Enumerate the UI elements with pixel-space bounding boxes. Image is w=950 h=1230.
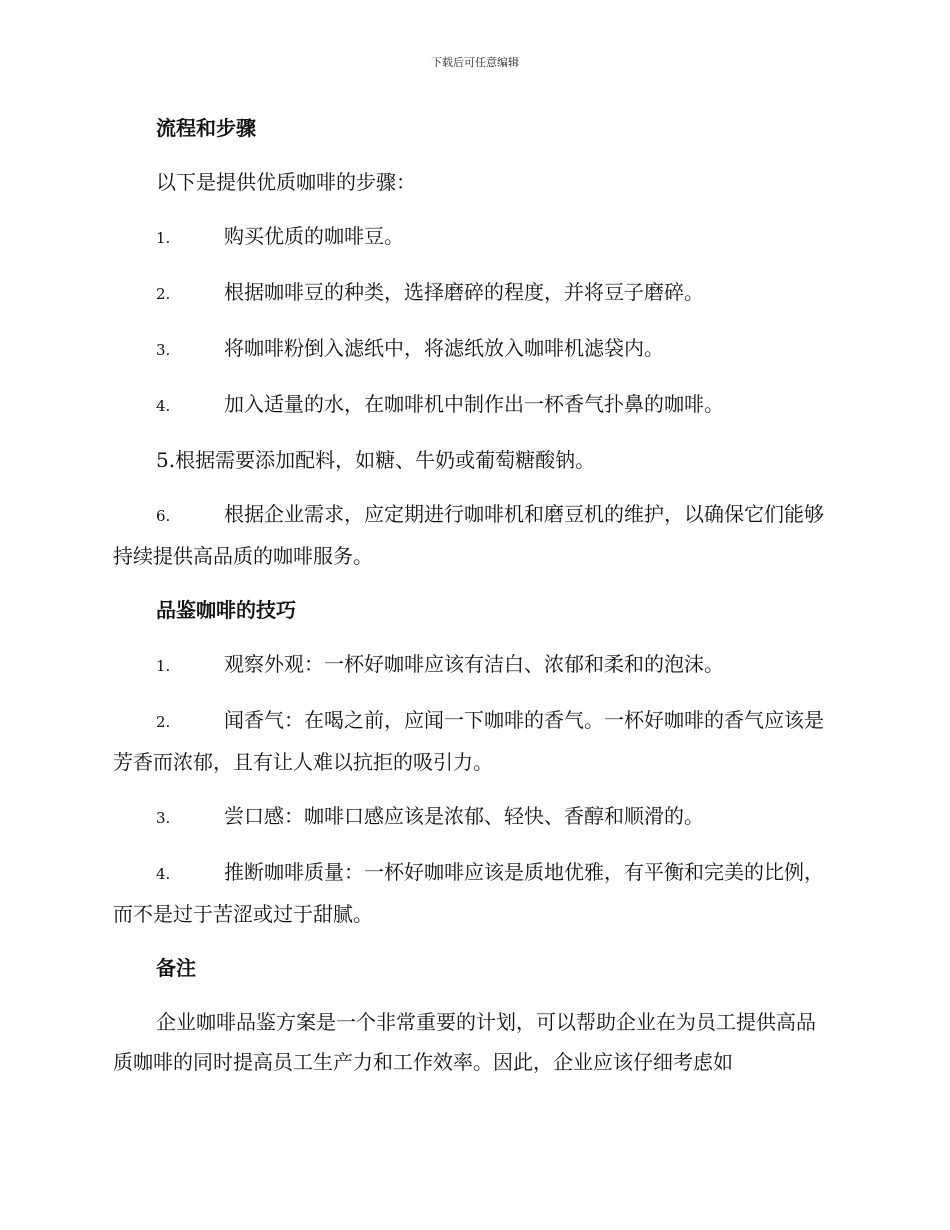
list-item [113, 328, 835, 370]
list-number: 4. [156, 865, 171, 883]
list-item-text: 加入适量的水，在咖啡机中制作出一杯香气扑鼻的咖啡。 [224, 392, 724, 416]
section-heading-tasting: 品鉴咖啡的技巧 [156, 598, 296, 622]
list-item [113, 700, 835, 782]
list-number: 1. [156, 657, 171, 675]
list-item: 5.根据需要添加配料，如糖、牛奶或葡萄糖酸钠。 [156, 448, 596, 472]
list-number: 1. [156, 229, 171, 247]
section-heading-notes: 备注 [156, 956, 196, 980]
document-body [113, 108, 835, 1082]
list-item [113, 216, 835, 258]
list-item-text: 购买优质的咖啡豆。 [224, 224, 404, 248]
list-number: 2. [156, 285, 171, 303]
list-number: 4. [156, 397, 171, 415]
notes-paragraph: 企业咖啡品鉴方案是一个非常重要的计划，可以帮助企业在为员工提供高品质咖啡的同时提高员工生产力和工作效率。因此，企业应该仔细考虑如 [113, 1010, 816, 1074]
list-item [113, 644, 835, 686]
list-item-text: 闻香气：在喝之前，应闻一下咖啡的香气。一杯好咖啡的香气应该是芳香而浓郁，且有让人难以抗拒的吸引力。 [113, 708, 824, 774]
list-item [113, 272, 835, 314]
process-intro: 以下是提供优质咖啡的步骤： [156, 170, 416, 194]
list-item-text: 根据企业需求，应定期进行咖啡机和磨豆机的维护，以确保它们能够持续提供高品质的咖啡服务。 [113, 502, 824, 568]
section-heading-process: 流程和步骤 [156, 116, 256, 140]
list-number: 3. [156, 809, 171, 827]
list-item-text: 推断咖啡质量：一杯好咖啡应该是质地优雅，有平衡和完美的比例，而不是过于苦涩或过于甜腻。 [113, 860, 824, 926]
list-item [113, 384, 835, 426]
list-item-text: 将咖啡粉倒入滤纸中，将滤纸放入咖啡机滤袋内。 [224, 336, 664, 360]
page-header: 下载后可任意编辑 [431, 56, 519, 69]
list-item-text: 观察外观：一杯好咖啡应该有洁白、浓郁和柔和的泡沫。 [224, 652, 724, 676]
list-item [113, 494, 835, 576]
list-item-text: 根据咖啡豆的种类，选择磨碎的程度，并将豆子磨碎。 [224, 280, 704, 304]
list-item [113, 796, 835, 838]
list-item-text: 尝口感：咖啡口感应该是浓郁、轻快、香醇和顺滑的。 [224, 804, 704, 828]
list-number: 6. [156, 507, 171, 525]
list-item [113, 852, 835, 934]
list-number: 2. [156, 713, 171, 731]
list-number: 3. [156, 341, 171, 359]
